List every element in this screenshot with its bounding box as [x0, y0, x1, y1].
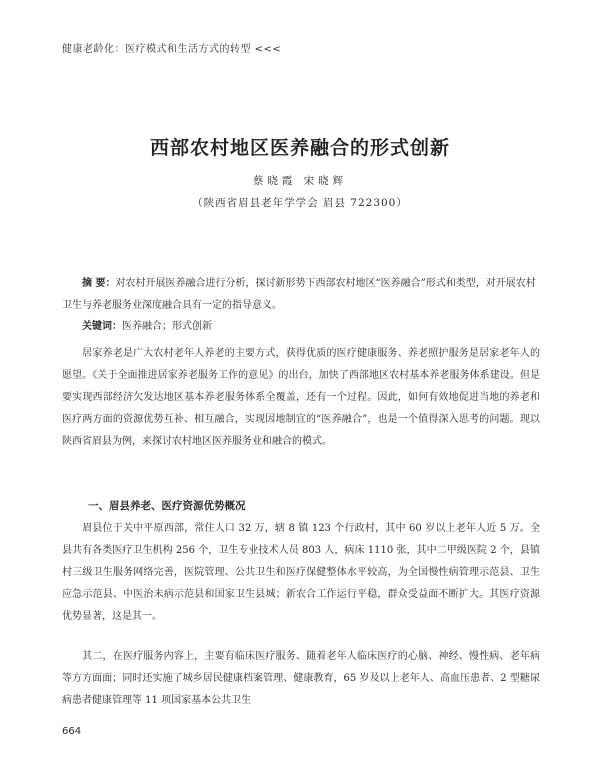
- keywords-label: 关键词：: [82, 321, 122, 332]
- paper-title: 西部农村地区医养融合的形式创新: [149, 137, 450, 159]
- section-heading: 一、眉县养老、医疗资源优势概况: [88, 500, 246, 512]
- abstract: [62, 273, 540, 317]
- affiliation: （陕西省眉县老年学学会 眉县 722300）: [192, 197, 408, 209]
- abstract-text: 对农村开展医养融合进行分析，探讨新形势下西部农村地区“医养融合”形式和类型，对开展农村卫生与养老服务业深度融合具有一定的指导意义。: [62, 278, 536, 311]
- page-number: 664: [62, 726, 82, 737]
- intro-text: 居家养老是广大农村老年人养老的主要方式，获得优质的医疗健康服务、养老照护服务是居家老年人的愿望。《关于全面推进居家养老服务工作的意见》的出台，加快了西部地区农村基本养老服务体系建设。但是要实现西部经济欠发达地区基本养老服务体系全覆盖，还有一个过程。因此，如何有效地促进当地的养老和医疗两方面的资源优势互补、相互融合，实现因地制宜的“医养融合”，也是一个值得深入思考的问题。现以陕西省眉县为例，来探讨农村地区医养服务业和融合的模式。: [62, 348, 540, 447]
- keywords-text: 医养融合；形式创新: [122, 321, 212, 332]
- section1-paragraph-2-text: 其二，在医疗服务内容上，主要有临床医疗服务、随着老年人临床医疗的心脑、神经、慢性病、老年病等方方面面；同时还实施了城乡居民健康档案管理、健康教育，65 岁及以上老年人、高血压患者、2 型糖尿病患者健康管理等 11 项国家基本公共卫生: [62, 651, 540, 706]
- section1-paragraph-1: [62, 518, 540, 628]
- section1-paragraph-1-text: 眉县位于关中平原西部，常住人口 32 万，辖 8 镇 123 个行政村，其中 60 岁以上老年人近 5 万。全县共有各类医疗卫生机构 256 个，卫生专业技术人员 803 人，病床 1110 张，其中二甲级医院 2 个，县镇村三级卫生服务网络完善，医院管理、公共卫生和医疗保健整体水平较高，为全国慢性病管理示范县、卫生应急示范县、中医治未病示范县和国家卫生县城；新农合工作运行平稳，群众受益面不断扩大。其医疗资源优势显著，这是其一。: [62, 523, 540, 622]
- keywords: [62, 317, 540, 332]
- running-header: 健康老龄化：医疗模式和生活方式的转型 <<<: [62, 44, 282, 55]
- section1-paragraph-2: [62, 646, 540, 712]
- abstract-label: 摘 要：: [82, 278, 116, 289]
- intro-paragraph: [62, 343, 540, 453]
- authors: 蔡晓霞 宋晓辉: [252, 175, 348, 187]
